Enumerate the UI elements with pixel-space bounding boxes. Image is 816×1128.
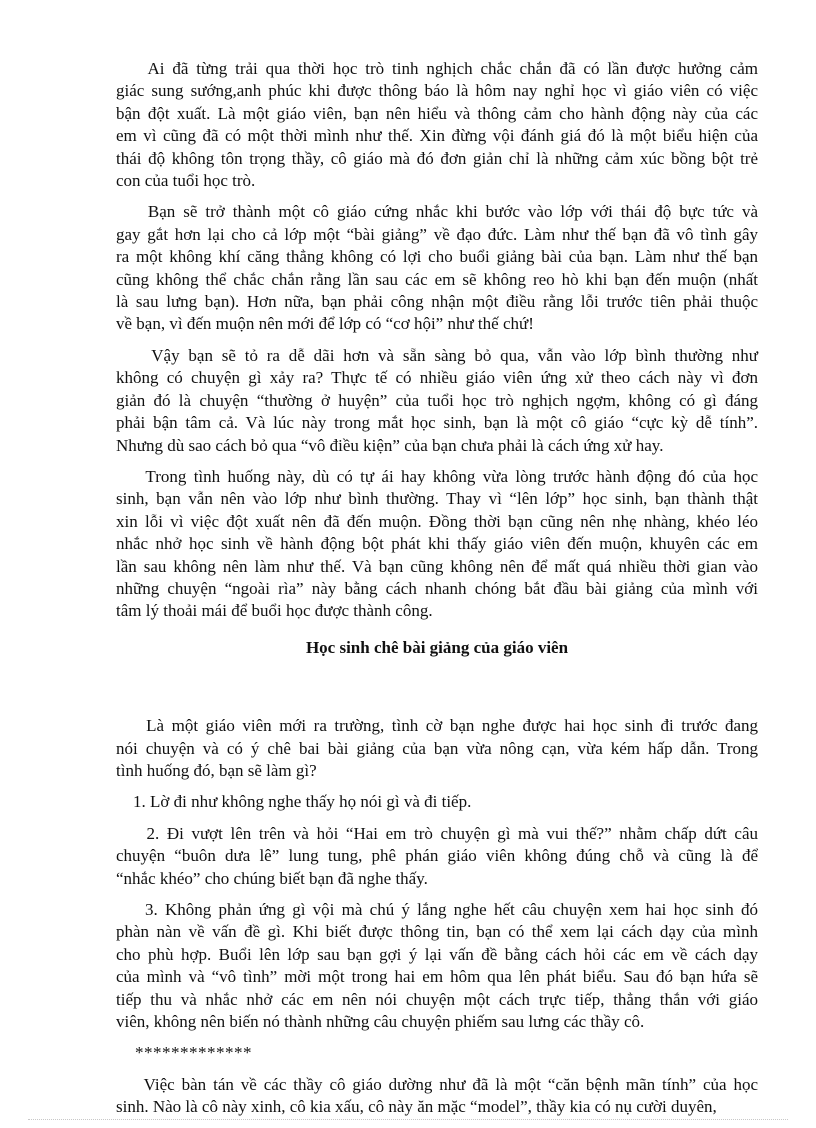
text-line: Vậy bạn sẽ tỏ ra dễ dãi hơn và sẵn sàng bỏ qua, vẫn vào lớp bình thường như <box>116 345 759 365</box>
text-line: sinh. Nào là cô này xinh, cô kia xấu, cô này ăn mặc “model”, thầy kia có nụ cười duyên, <box>116 1097 717 1117</box>
text-line: Ai đã từng trải qua thời học trò tinh nghịch chắc chắn đã có lần được hưởng cảm <box>116 59 758 78</box>
text-line: của mình và “vô tình” mời một trong hai em hôm qua lên phát biểu. Sau đó bạn hứa sẽ <box>116 967 758 987</box>
paragraph <box>116 823 758 890</box>
paragraph <box>116 466 758 623</box>
document-body <box>116 58 758 1128</box>
text-line: phải bận tâm cả. Và lúc này trong mắt học sinh, bạn là một cô giáo “cực kỳ dễ tính”. <box>116 413 758 433</box>
paragraph <box>116 345 758 457</box>
text-line: về bạn, vì đến muộn nên mới để lớp có “cơ hội” như thế chứ! <box>116 314 534 334</box>
text-line: thái độ không tôn trọng thầy, cô giáo mà đó đơn giản chỉ là những cảm xúc bồng bột trẻ <box>116 148 758 168</box>
text-line: tiếp thu và nhắc nhở các em nên nói chuyện một cách trực tiếp, thẳng thắn với giáo <box>116 989 758 1009</box>
text-line: con của tuổi học trò. <box>116 171 256 191</box>
text-line: chuyện “buôn dưa lê” lung tung, phê phán giáo viên không đúng chỗ và cũng là để <box>116 846 758 866</box>
text-line: cho phù hợp. Buổi lên lớp sau bạn gợi ý lại vấn đề bằng cách hỏi các em về cách dạy <box>116 944 758 964</box>
text-line: Là một giáo viên mới ra trường, tình cờ bạn nghe được hai học sinh đi trước đang <box>116 716 758 736</box>
text-line: “nhắc khéo” cho chúng biết bạn đã nghe thấy. <box>116 868 428 888</box>
text-line: Bạn sẽ trở thành một cô giáo cứng nhắc khi bước vào lớp với thái độ bực tức và <box>116 202 758 222</box>
text-line: 3. Không phản ứng gì vội mà chú ý lắng nghe hết câu chuyện xem hai học sinh đó <box>116 900 759 919</box>
text-line: 2. Đi vượt lên trên và hỏi “Hai em trò chuyện gì mà vui thế?” nhằm chấp dứt câu <box>116 823 758 843</box>
text-line: cũng không thể chắc chắn rằng lần sau các em sẽ không reo hò khi bạn đến muộn (nhất <box>116 269 758 289</box>
text-line: nhắc nhở học sinh về hành động bột phát khi thấy giáo viên đến muộn, khuyên các em <box>116 534 758 554</box>
text-line: 1. Lờ đi như không nghe thấy họ nói gì và đi tiếp. <box>116 792 472 812</box>
text-line: sinh, bạn vẫn nên vào lớp như bình thường. Thay vì “lên lớp” học sinh, bạn thành thật <box>116 489 758 509</box>
paragraph <box>116 791 758 813</box>
section-heading: Học sinh chê bài giảng của giáo viên <box>305 637 569 657</box>
text-line: viên, không nên biến nó thành những câu chuyện phiếm sau lưng các thầy cô. <box>116 1012 645 1032</box>
text-line: bận đột xuất. Là một giáo viên, bạn nên hiểu và thông cảm cho hành động này của các <box>116 103 758 123</box>
page-bottom-rule <box>28 1119 788 1120</box>
separator-stars: ************* <box>116 1043 252 1063</box>
paragraph <box>116 58 758 192</box>
text-line: tình huống đó, bạn sẽ làm gì? <box>116 760 317 780</box>
paragraph <box>116 899 758 1033</box>
text-line: Nhưng dù sao cách bỏ qua “vô điều kiện” của bạn chưa phải là cách ứng xử hay. <box>116 435 664 455</box>
text-line: giản đó là chuyện “thường ở huyện” của tuổi học trò nghịch ngợm, không có gì đáng <box>116 390 758 410</box>
text-line: phàn nàn về vấn đề gì. Khi biết được thông tin, bạn có thể xem lại cách dạy của mình <box>116 922 758 942</box>
text-line: không có chuyện gì xảy ra? Thực tế có nhiều giáo viên ứng xử theo cách này vì đơn <box>116 368 758 388</box>
text-line: Việc bàn tán về các thầy cô giáo dường như đã là một “căn bệnh mãn tính” của học <box>116 1074 759 1094</box>
text-line: là sau lưng bạn). Hơn nữa, bạn phải công nhận một điều rằng lỗi trước tiên phải thuộc <box>116 292 758 312</box>
text-line: nói chuyện và có ý chê bai bài giảng của bạn vừa nông cạn, vừa kém hấp dẫn. Trong <box>116 738 758 758</box>
text-line: những chuyện “ngoài rìa” này bằng cách nhanh chóng bắt đầu bài giảng của mình với <box>116 578 758 598</box>
text-line: tâm lý thoải mái để buổi học được thành công. <box>116 601 433 621</box>
text-line: lần sau không nên làm như thế. Và bạn cũng không nên để mất quá nhiều thời gian vào <box>116 556 758 576</box>
paragraph <box>116 201 758 335</box>
paragraph <box>116 1074 758 1119</box>
text-line: em vì cũng đã có một thời mình như thế. Xin đừng vội đánh giá đó là một biểu hiện của <box>116 126 758 146</box>
text-line: gay gắt hơn lại cho cả lớp một “bài giảng” về đạo đức. Làm như thế bạn đã vô tình gây <box>116 224 758 244</box>
text-line: ra một không khí căng thẳng không có lợi cho buổi giảng bài của bạn. Làm như thế bạn <box>116 247 758 267</box>
text-line: Trong tình huống này, dù có tự ái hay không vừa lòng trước hành động đó của học <box>116 466 759 486</box>
heading-spacer <box>116 659 758 715</box>
text-line: giác sung sướng,anh phúc khi được thông báo là hôm nay nghỉ học vì giáo viên có việc <box>116 81 758 101</box>
text-line: xin lỗi vì việc đột xuất nên đã đến muộn. Đồng thời bạn cũng nên nhẹ nhàng, khéo léo <box>116 511 758 531</box>
paragraph <box>116 715 758 782</box>
